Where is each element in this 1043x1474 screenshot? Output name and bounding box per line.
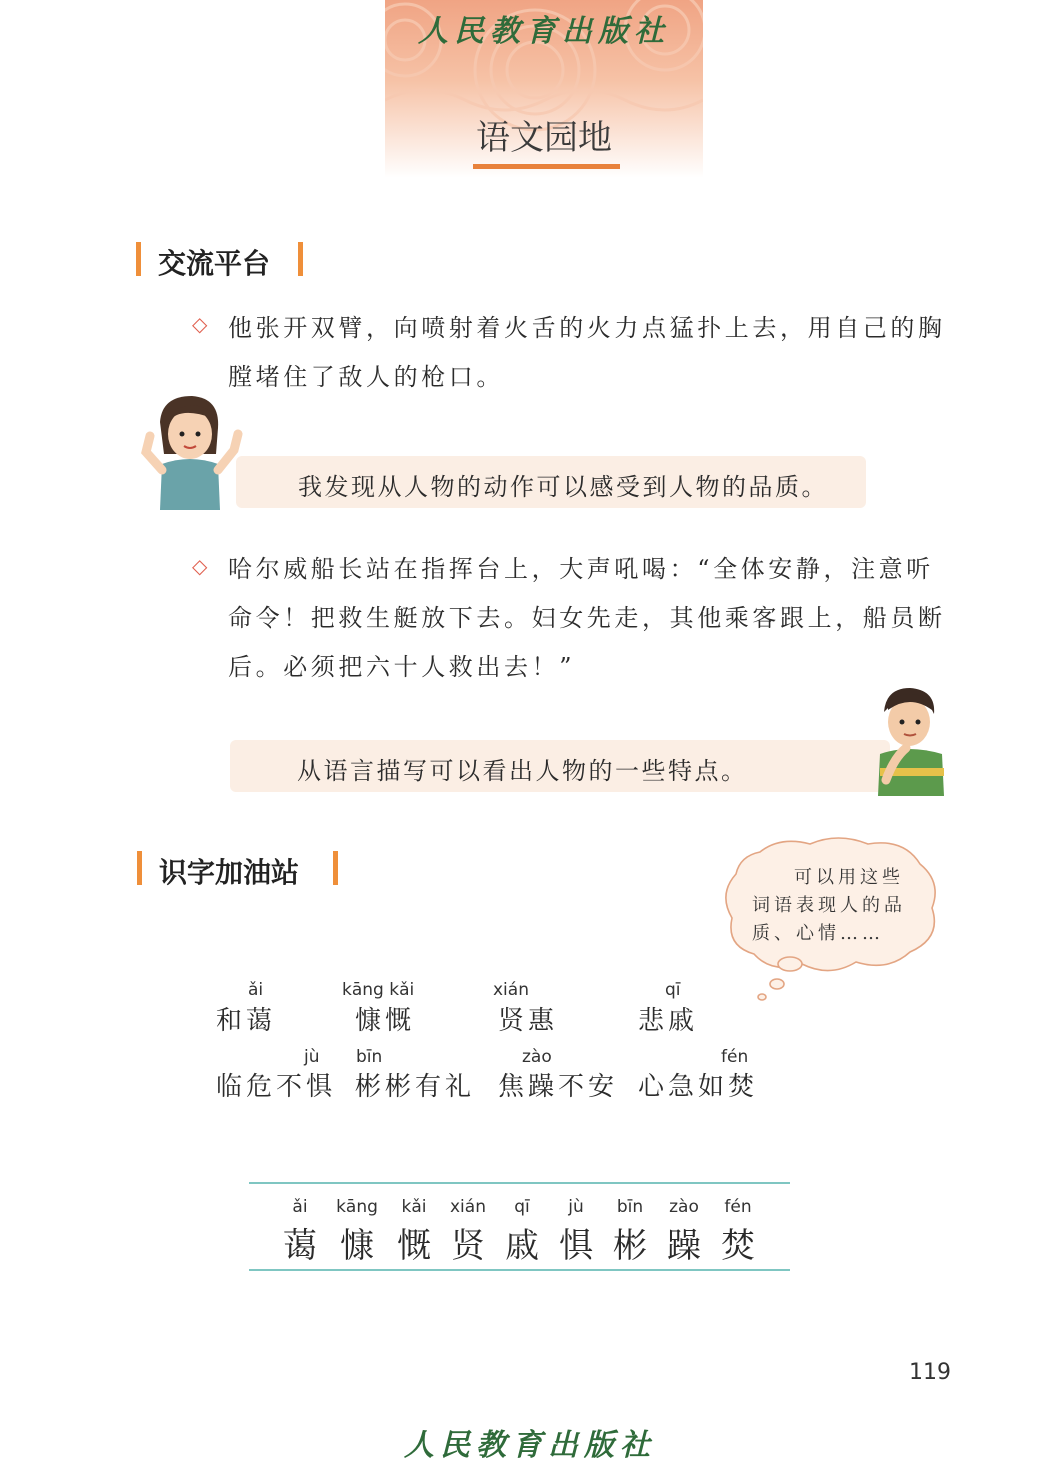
pinyin-annotation: zào	[522, 1047, 552, 1067]
pinyin-annotation: jù	[304, 1047, 320, 1067]
speech-text-girl: 我发现从人物的动作可以感受到人物的品质。	[298, 473, 828, 501]
word-item: 贤惠	[498, 1006, 559, 1036]
example-paragraph-2: 哈尔威船长站在指挥台上，大声吼喝：“全体安静，注意听命令！把救生艇放下去。妇女先走，其他乘客跟上，船员断后。必须把六十人救出去！”	[228, 555, 946, 681]
diamond-bullet-icon: ◇	[192, 554, 208, 578]
table-rule-bottom	[249, 1269, 790, 1271]
pinyin-annotation: qī	[665, 980, 681, 1000]
word-item: 心急如焚	[638, 1072, 759, 1102]
char-pinyin: kāng	[336, 1197, 378, 1217]
word-item: 和蔼	[216, 1006, 277, 1036]
char-pinyin: zào	[669, 1197, 699, 1217]
boy-illustration	[866, 684, 950, 796]
diamond-bullet-icon: ◇	[192, 312, 208, 336]
char-item: 焚	[721, 1226, 755, 1266]
pinyin-annotation: ǎi	[248, 980, 264, 1000]
page-title: 语文园地	[476, 118, 612, 158]
char-pinyin: qī	[514, 1197, 530, 1217]
char-item: 彬	[613, 1226, 647, 1266]
char-item: 蔼	[283, 1226, 317, 1266]
pinyin-annotation: bīn	[356, 1047, 383, 1067]
publisher-logo: 人民教育出版社	[418, 14, 670, 49]
girl-illustration	[140, 392, 250, 510]
publisher-logo-footer: 人民教育出版社	[404, 1428, 656, 1463]
char-item: 贤	[451, 1226, 485, 1266]
section-bar-left	[136, 242, 141, 276]
section-heading-exchange: 交流平台	[158, 247, 271, 280]
speech-text-boy: 从语言描写可以看出人物的一些特点。	[297, 757, 748, 785]
word-item: 慷慨	[355, 1006, 416, 1036]
pinyin-annotation: xián	[493, 980, 529, 1000]
char-pinyin: jù	[568, 1197, 584, 1217]
word-item: 焦躁不安	[498, 1072, 619, 1102]
char-pinyin: kǎi	[401, 1197, 427, 1217]
title-underline	[473, 164, 620, 169]
char-item: 躁	[667, 1226, 701, 1266]
page-number: 119	[909, 1360, 951, 1385]
char-item: 惧	[559, 1226, 593, 1266]
table-rule-top	[249, 1182, 790, 1184]
word-item: 彬彬有礼	[355, 1072, 476, 1102]
section-bar-right	[333, 851, 338, 885]
section-bar-left	[137, 851, 142, 885]
pinyin-annotation: kāng kǎi	[342, 980, 415, 1000]
char-item: 慷	[340, 1226, 374, 1266]
section-heading-literacy: 识字加油站	[159, 856, 300, 889]
char-pinyin: ǎi	[292, 1197, 308, 1217]
char-item: 戚	[505, 1226, 539, 1266]
char-item: 慨	[397, 1226, 431, 1266]
word-item: 悲戚	[638, 1006, 699, 1036]
char-pinyin: xián	[450, 1197, 486, 1217]
example-paragraph-1: 他张开双臂，向喷射着火舌的火力点猛扑上去，用自己的胸膛堵住了敌人的枪口。	[228, 314, 946, 391]
section-bar-right	[298, 242, 303, 276]
thought-text: 可以用这些词语表现人的品质、心情……	[752, 867, 906, 944]
char-pinyin: bīn	[616, 1197, 644, 1217]
pinyin-annotation: fén	[721, 1047, 749, 1067]
word-item: 临危不惧	[216, 1072, 337, 1102]
char-pinyin: fén	[724, 1197, 752, 1217]
